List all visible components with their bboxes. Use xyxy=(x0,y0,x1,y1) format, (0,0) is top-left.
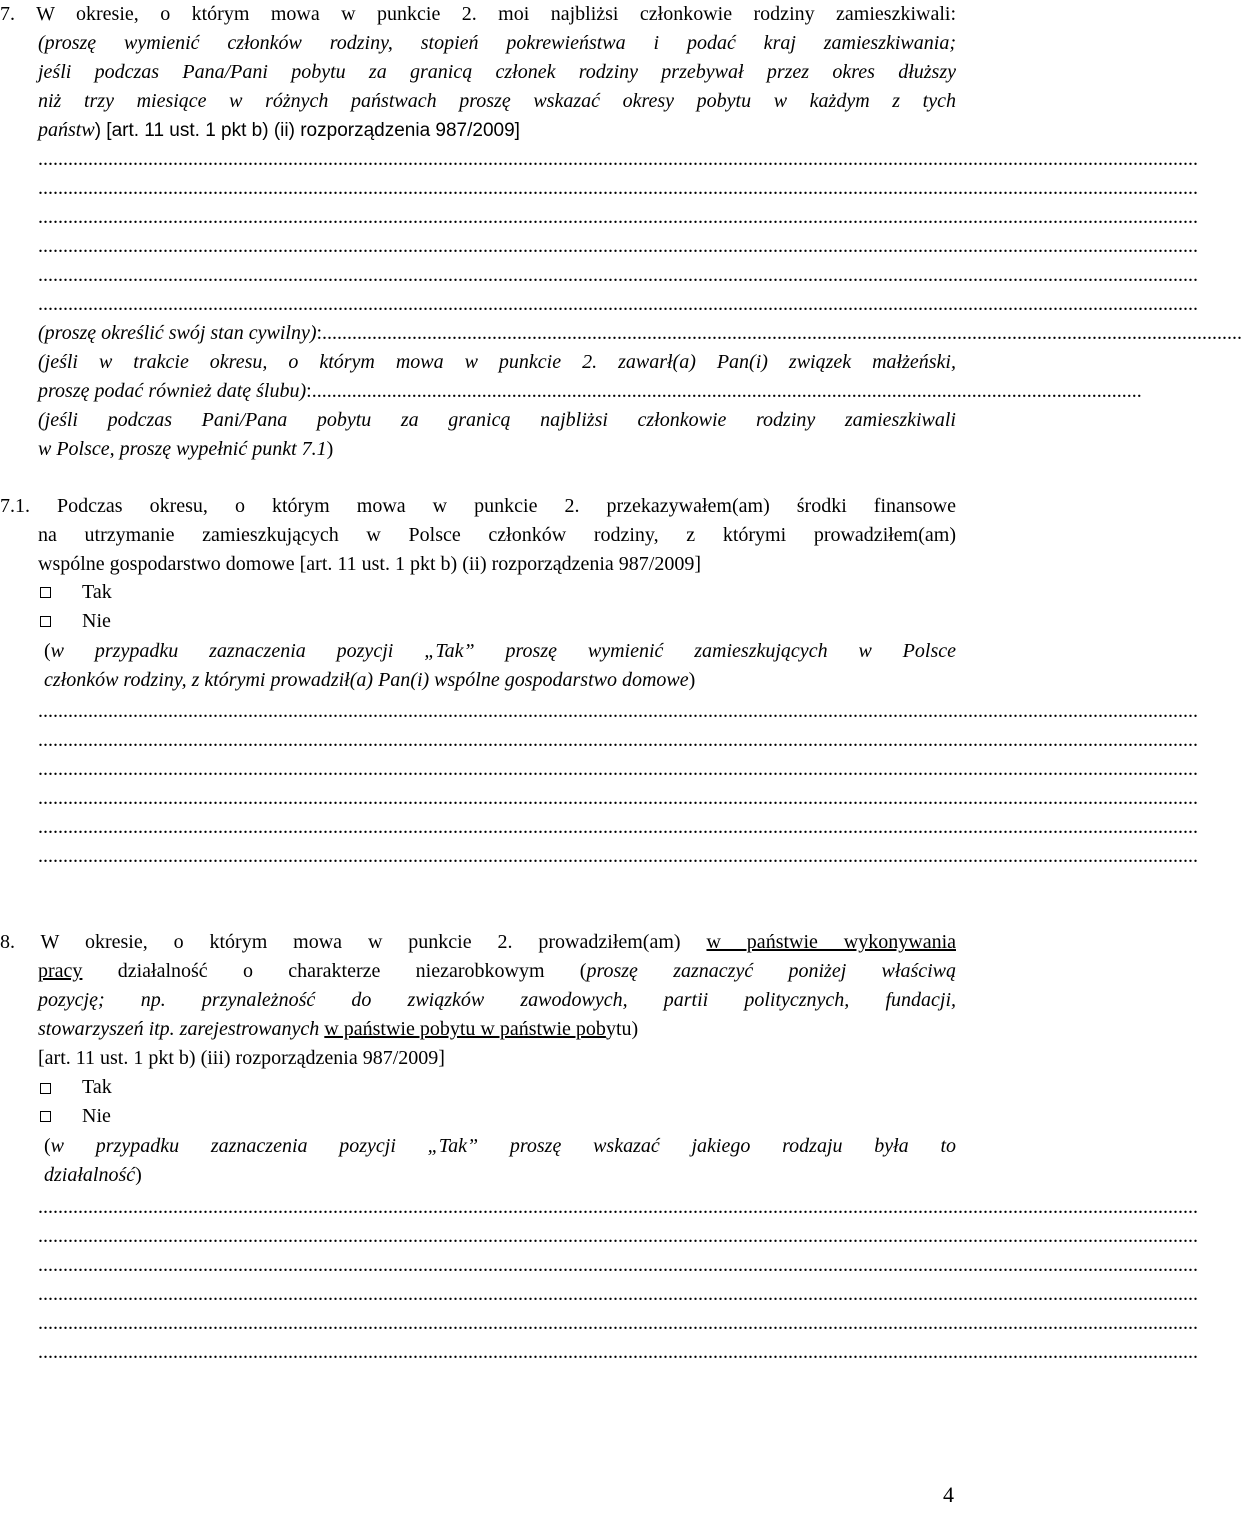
sec7-instr-4: państw xyxy=(38,119,95,141)
sec8-note-close: ) xyxy=(135,1164,142,1186)
marriage-instr-text: (jeśli w trakcie okresu, o którym mowa w punkcie 2. zawarł(a) Pan(i) związek małżeński, xyxy=(38,351,956,373)
sec7-instruction-line2 xyxy=(38,58,956,87)
sec7-legal-ref xyxy=(38,116,956,145)
sec8-answer-line-2[interactable]: ........................................................................................................................................................................................................................................ xyxy=(38,1225,1198,1247)
poland-instruction-1 xyxy=(38,406,956,435)
sec71-note-close: ) xyxy=(688,669,696,691)
sec7-answer-line-2[interactable]: ........................................................................................................................................................................................................................................ xyxy=(38,177,1198,199)
sec8-heading xyxy=(0,928,956,957)
sec7-answer-line-6[interactable]: ........................................................................................................................................................................................................................................ xyxy=(38,293,1198,315)
sec8-checkbox-no[interactable] xyxy=(40,1111,51,1122)
sec71-note-1 xyxy=(44,637,956,666)
civil-status-dots[interactable]: :........................................................................................................................................................................................ xyxy=(316,322,1242,344)
sec71-option-yes-label: Tak xyxy=(82,581,112,603)
marriage-date-label: proszę podać również datę ślubu) xyxy=(38,380,307,402)
sec8-note-text: w przypadku zaznaczenia pozycji „Tak” proszę wskazać jakiego rodzaju była to xyxy=(50,1135,956,1157)
sec71-line2: na utrzymanie zamieszkujących w Polsce członków rodziny, z którymi prowadziłem(am) xyxy=(38,524,956,546)
sec7-ref-text: ) [art. 11 ust. 1 pkt b) (ii) rozporządzenia 987/2009] xyxy=(94,120,520,141)
sec8-heading-underlined: w państwie wykonywania xyxy=(706,931,956,953)
sec8-answer-line-4[interactable]: ........................................................................................................................................................................................................................................ xyxy=(38,1283,1198,1305)
sec7-answer-line-3[interactable]: ........................................................................................................................................................................................................................................ xyxy=(38,206,1198,228)
sec8-note-1 xyxy=(44,1132,956,1161)
sec7-instruction-line3 xyxy=(38,87,956,116)
sec71-option-no-label: Nie xyxy=(82,610,111,632)
sec8-option-yes-label: Tak xyxy=(82,1076,112,1098)
sec71-note-open: ( xyxy=(44,640,51,662)
sec8-line4-close: ) xyxy=(631,1018,639,1040)
sec8-answer-line-5[interactable]: ........................................................................................................................................................................................................................................ xyxy=(38,1312,1198,1334)
civil-status-label: (proszę określić swój stan cywilny) xyxy=(38,322,317,344)
poland-instr-text-2: w Polsce, proszę wypełnić punkt 7.1 xyxy=(38,438,327,460)
poland-instr-close: ) xyxy=(326,438,334,460)
sec7-instruction-line1 xyxy=(38,29,956,58)
sec8-line2-italic: proszę zaznaczyć poniżej właściwą xyxy=(586,960,956,982)
poland-instruction-2 xyxy=(38,435,956,464)
sec7-answer-line-4[interactable]: ........................................................................................................................................................................................................................................ xyxy=(38,235,1198,257)
sec8-note-open: ( xyxy=(44,1135,51,1157)
marriage-date-dots[interactable]: :...................................................................................................................................................................... xyxy=(306,380,1142,402)
poland-instr-text: (jeśli podczas Pani/Pana pobytu za granicą najbliżsi członkowie rodziny zamieszkiwali xyxy=(38,409,956,431)
sec8-note-2 xyxy=(44,1161,956,1190)
sec8-line3 xyxy=(38,986,956,1015)
sec8-line4-rest: ytu xyxy=(605,1018,632,1040)
sec8-option-no-label: Nie xyxy=(82,1105,111,1127)
sec8-line2 xyxy=(38,957,956,986)
sec71-answer-line-6[interactable]: ........................................................................................................................................................................................................................................ xyxy=(38,845,1198,867)
sec71-line3: wspólne gospodarstwo domowe [art. 11 ust. 1 pkt b) (ii) rozporządzenia 987/2009] xyxy=(38,553,701,575)
sec71-checkbox-yes[interactable] xyxy=(40,587,51,598)
sec7-answer-line-1[interactable]: ........................................................................................................................................................................................................................................ xyxy=(38,148,1198,170)
marriage-instruction-1 xyxy=(38,348,956,377)
sec7-instr-3: niż trzy miesiące w różnych państwach proszę wskazać okresy pobytu w każdym z tych xyxy=(38,90,956,112)
sec71-note-text: w przypadku zaznaczenia pozycji „Tak” proszę wymienić zamieszkujących w Polsce xyxy=(50,640,956,662)
sec8-line3-italic: pozycję; np. przynależność do związków zawodowych, partii politycznych, fundacji, xyxy=(38,989,956,1011)
sec8-line4 xyxy=(38,1015,956,1044)
sec71-checkbox-no[interactable] xyxy=(40,616,51,627)
sec8-answer-line-3[interactable]: ........................................................................................................................................................................................................................................ xyxy=(38,1254,1198,1276)
sec7-instr-1: (proszę wymienić członków rodziny, stopień pokrewieństwa i podać kraj zamieszkiwania; xyxy=(38,32,956,54)
page-number: 4 xyxy=(943,1482,954,1507)
sec71-answer-line-2[interactable]: ........................................................................................................................................................................................................................................ xyxy=(38,729,1198,751)
sec71-note-text-2: członków rodziny, z którymi prowadził(a) Pan(i) wspólne gospodarstwo domowe xyxy=(44,669,689,691)
marriage-date-field[interactable] xyxy=(38,377,1142,406)
sec7-heading: 7. W okresie, o którym mowa w punkcie 2. moi najbliżsi członkowie rodziny zamieszkiwali: xyxy=(0,3,956,25)
sec8-underlined-pracy: pracy xyxy=(38,960,83,982)
sec7-answer-line-5[interactable]: ........................................................................................................................................................................................................................................ xyxy=(38,264,1198,286)
sec8-note-text-2: działalność xyxy=(44,1164,136,1186)
sec71-heading: 7.1. Podczas okresu, o którym mowa w punkcie 2. przekazywałem(am) środki finansowe xyxy=(0,495,956,517)
sec71-note-2 xyxy=(44,666,956,695)
sec8-heading-text: 8. W okresie, o którym mowa w punkcie 2. prowadziłem(am) xyxy=(0,931,707,953)
sec8-checkbox-yes[interactable] xyxy=(40,1083,51,1094)
sec71-answer-line-3[interactable]: ........................................................................................................................................................................................................................................ xyxy=(38,758,1198,780)
sec71-answer-line-1[interactable]: ........................................................................................................................................................................................................................................ xyxy=(38,700,1198,722)
sec8-line4-underlined: w państwie pobytu w państwie pob xyxy=(324,1018,606,1040)
sec8-legal-ref: [art. 11 ust. 1 pkt b) (iii) rozporządzenia 987/2009] xyxy=(38,1047,445,1069)
sec71-answer-line-4[interactable]: ........................................................................................................................................................................................................................................ xyxy=(38,787,1198,809)
sec71-answer-line-5[interactable]: ........................................................................................................................................................................................................................................ xyxy=(38,816,1198,838)
sec8-answer-line-1[interactable]: ........................................................................................................................................................................................................................................ xyxy=(38,1196,1198,1218)
sec8-line4-italic: stowarzyszeń itp. zarejestrowanych xyxy=(38,1018,325,1040)
sec7-instr-2: jeśli podczas Pana/Pani pobytu za granicą członek rodziny przebywał przez okres dłuższy xyxy=(38,61,956,83)
civil-status-field[interactable] xyxy=(38,319,1242,348)
sec8-answer-line-6[interactable]: ........................................................................................................................................................................................................................................ xyxy=(38,1341,1198,1363)
sec8-line2-text: działalność o charakterze niezarobkowym ( xyxy=(82,960,587,982)
